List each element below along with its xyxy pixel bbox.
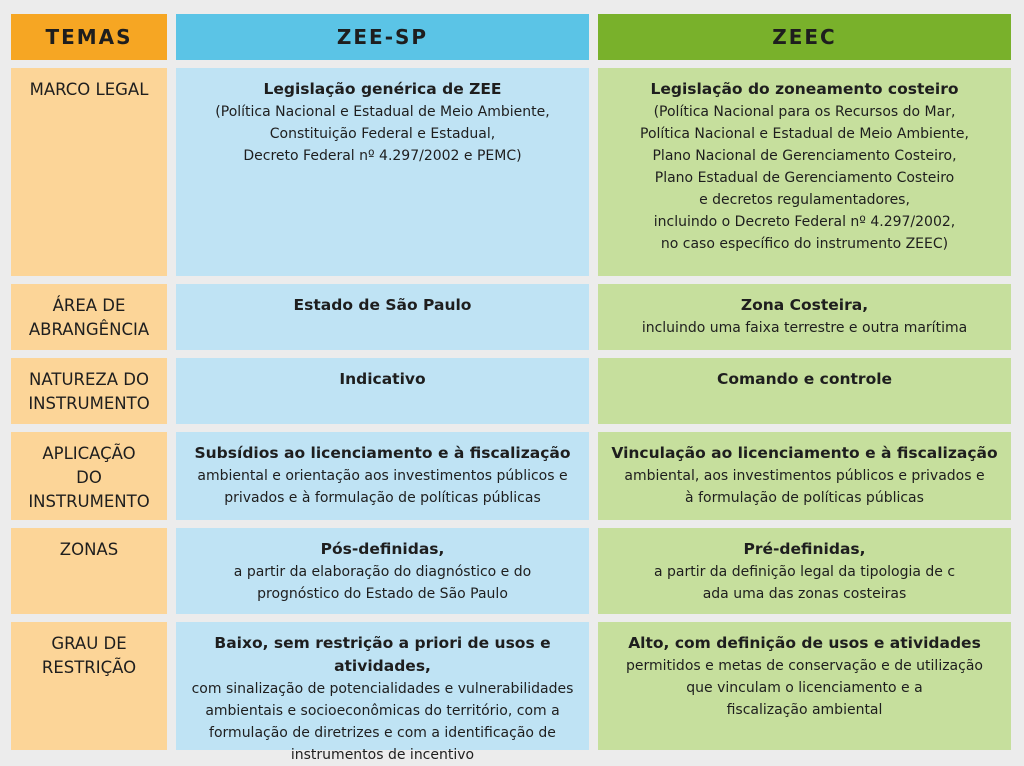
tema-grau-de-restricao [11,622,167,750]
tema-label: INSTRUMENTO [28,492,150,511]
cell-line: Constituição Federal e Estadual, [269,126,496,142]
cell-title: Comando e controle [716,370,893,388]
cell-title: Indicativo [339,370,426,388]
header-zeec: ZEEC [598,14,1011,60]
tema-zonas [11,528,167,614]
zee-sp-zonas [176,528,589,614]
cell-line: ada uma das zonas costeiras [702,586,907,602]
cell-line: a partir da elaboração do diagnóstico e do [233,564,532,580]
cell-line: Plano Estadual de Gerenciamento Costeiro [654,170,955,186]
tema-label: APLICAÇÃO [42,444,136,463]
cell-title: Legislação do zoneamento costeiro [650,80,959,98]
cell-line: fiscalização ambiental [726,702,883,718]
tema-label: ZONAS [59,540,119,559]
cell-line: com sinalização de potencialidades e vulnerabilidades [191,681,574,697]
cell-line: ambiental e orientação aos investimentos públicos e [197,468,568,484]
tema-label: MARCO LEGAL [29,80,149,99]
cell-line: Plano Nacional de Gerenciamento Costeiro, [652,148,957,164]
cell-line: prognóstico do Estado de São Paulo [257,586,508,602]
cell-line: a partir da definição legal da tipologia de c [653,564,956,580]
zee-sp-aplicacao-do-instrumento [176,432,589,520]
comparison-table [11,14,1011,763]
zee-sp-marco-legal [176,68,589,276]
zee-sp-natureza-do-instrumento [176,358,589,424]
cell-title: Pós-definidas, [320,540,445,558]
cell-line: Decreto Federal nº 4.297/2002 e PEMC) [243,148,522,164]
tema-label: NATUREZA DO [29,370,149,389]
cell-line: que vinculam o licenciamento e a [686,680,923,696]
cell-title: Alto, com definição de usos e atividades [628,634,981,652]
tema-label: GRAU DE [51,634,127,653]
zeec-marco-legal [598,68,1011,276]
cell-line: privados e à formulação de políticas públicas [224,490,541,506]
tema-natureza-do-instrumento [11,358,167,424]
cell-title: Vinculação ao licenciamento e à fiscalização [611,444,998,462]
tema-aplicacao-do-instrumento [11,432,167,520]
cell-title: Legislação genérica de ZEE [263,80,502,98]
zee-sp-area-de-abrangencia [176,284,589,350]
zeec-aplicacao-do-instrumento [598,432,1011,520]
cell-line: incluindo uma faixa terrestre e outra marítima [641,320,968,336]
zeec-natureza-do-instrumento [598,358,1011,424]
zeec-grau-de-restricao [598,622,1011,750]
cell-title: Pré-definidas, [743,540,866,558]
zeec-zonas [598,528,1011,614]
cell-line: (Política Nacional e Estadual de Meio Ambiente, [215,104,550,120]
cell-line: permitidos e metas de conservação e de utilização [626,658,983,674]
header-zee-sp: ZEE-SP [176,14,589,60]
cell-title: Zona Costeira, [740,296,869,314]
cell-line: no caso específico do instrumento ZEEC) [660,236,949,252]
zeec-area-de-abrangencia [598,284,1011,350]
cell-line: e decretos regulamentadores, [699,192,910,208]
tema-marco-legal [11,68,167,276]
tema-label: INSTRUMENTO [28,394,150,413]
cell-line: incluindo o Decreto Federal nº 4.297/2002, [653,214,956,230]
cell-line: Política Nacional e Estadual de Meio Ambiente, [640,126,969,142]
cell-line: ambiental, aos investimentos públicos e privados e [624,468,985,484]
zee-sp-grau-de-restricao [176,622,589,763]
tema-label: RESTRIÇÃO [41,658,137,677]
cell-line: instrumentos de incentivo [290,747,475,763]
header-temas: TEMAS [11,14,167,60]
cell-line: ambientais e socioeconômicas do território, com a [205,703,560,719]
tema-label: DO [76,468,102,487]
cell-line: à formulação de políticas públicas [685,490,924,506]
cell-title: Baixo, sem restrição a priori de usos e atividades, [214,634,551,675]
tema-area-de-abrangencia [11,284,167,350]
tema-label: ABRANGÊNCIA [28,320,150,339]
cell-title: Estado de São Paulo [293,296,472,314]
cell-title: Subsídios ao licenciamento e à fiscalização [194,444,571,462]
tema-label: ÁREA DE [52,296,126,315]
cell-line: formulação de diretrizes e com a identificação de [209,725,556,741]
cell-line: (Política Nacional para os Recursos do Mar, [653,104,956,120]
